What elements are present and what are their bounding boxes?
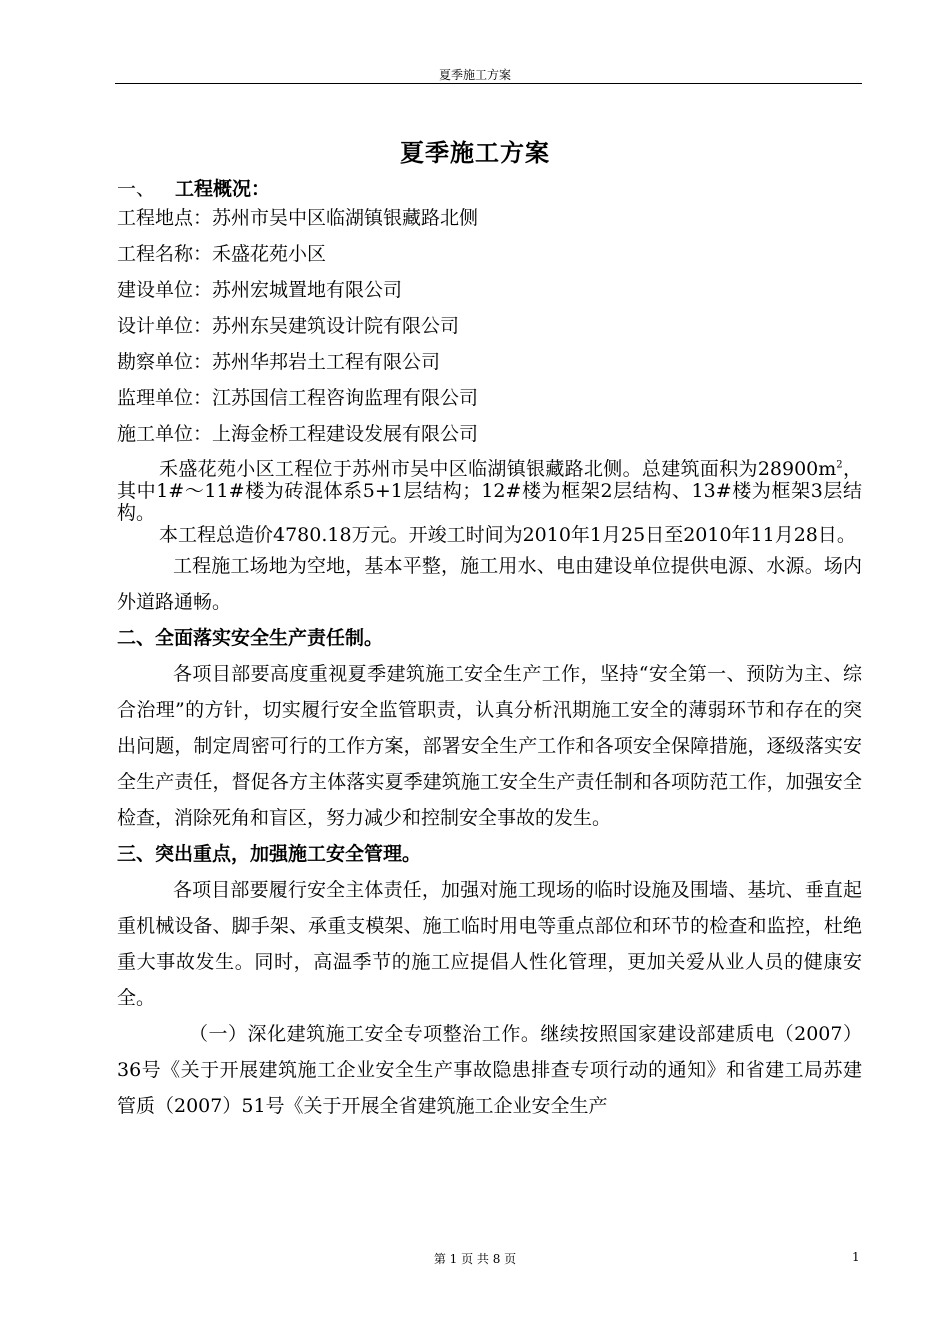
- superscript: 2: [836, 459, 843, 471]
- section-3-heading: 三、突出重点，加强施工安全管理。: [117, 843, 422, 865]
- section-2-paragraph: 各项目部要高度重视夏季建筑施工安全生产工作，坚持“安全第一、预防为主、综合治理”的方针，切实履行安全监管职责，认真分析汛期施工安全的薄弱环节和存在的突出问题，制定周密可行的工作方案，部署安全生产工作和各项安全保障措施，逐级落实安全生产责任，督促各方主体落实夏季建筑施工安全生产责任制和各项防范工作，加强安全检查，消除死角和盲区，努力减少和控制安全事故的发生。: [117, 663, 862, 829]
- section-2-heading: 二、全面落实安全生产责任制。: [117, 627, 384, 649]
- info-row-contractor: 施工单位：上海金桥工程建设发展有限公司: [117, 423, 479, 445]
- info-row-designer: 设计单位：苏州东吴建筑设计院有限公司: [117, 315, 460, 337]
- overview-paragraph-3: 工程施工场地为空地，基本平整，施工用水、电由建设单位提供电源、水源。场内外道路通畅。: [117, 555, 862, 613]
- overview-paragraph-1: 禾盛花苑小区工程位于苏州市吴中区临湖镇银藏路北侧。总建筑面积为$28900m^2$，其中1#～11#楼为砖混体系5+1层结构；12#楼为框架2层结构、13#楼为框架3层结构。: [117, 458, 862, 524]
- info-row-project-name: 工程名称：禾盛花苑小区: [117, 243, 327, 265]
- info-row-surveyor: 勘察单位：苏州华邦岩土工程有限公司: [117, 351, 441, 373]
- info-row-location: 工程地点：苏州市吴中区临湖镇银藏路北侧: [117, 207, 479, 229]
- section-3-paragraph: 各项目部要履行安全主体责任，加强对施工现场的临时设施及围墙、基坑、垂直起重机械设备、脚手架、承重支模架、施工临时用电等重点部位和环节的检查和监控，杜绝重大事故发生。同时，高温季节的施工应提倡人性化管理，更加关爱从业人员的健康安全。: [117, 879, 862, 1009]
- section-1-number: 一、: [117, 178, 156, 200]
- overview-paragraph-2: 本工程总造价4780.18万元。开竣工时间为2010年1月25日至2010年11月28日。: [159, 524, 856, 546]
- section-3-subsection-1: （一）深化建筑施工安全专项整治工作。继续按照国家建设部建质电（2007）36号《关于开展建筑施工企业安全生产事故隐患排查专项行动的通知》和省建工局苏建管质（2007）51号《关于开展全省建筑施工企业安全生产: [117, 1023, 862, 1117]
- page-footer: 第 1 页 共 8 页: [433, 1252, 517, 1266]
- section-1-title: 工程概况：: [175, 178, 271, 200]
- document-body: [117, 178, 862, 1124]
- info-row-developer: 建设单位：苏州宏城置地有限公司: [117, 279, 403, 301]
- page-number: 1: [852, 1250, 860, 1264]
- document-title: 夏季施工方案: [400, 138, 550, 167]
- section-1-heading: [117, 178, 862, 200]
- info-row-supervisor: 监理单位：江苏国信工程咨询监理有限公司: [117, 387, 479, 409]
- running-header: 夏季施工方案: [438, 68, 511, 82]
- header-rule: [115, 83, 862, 84]
